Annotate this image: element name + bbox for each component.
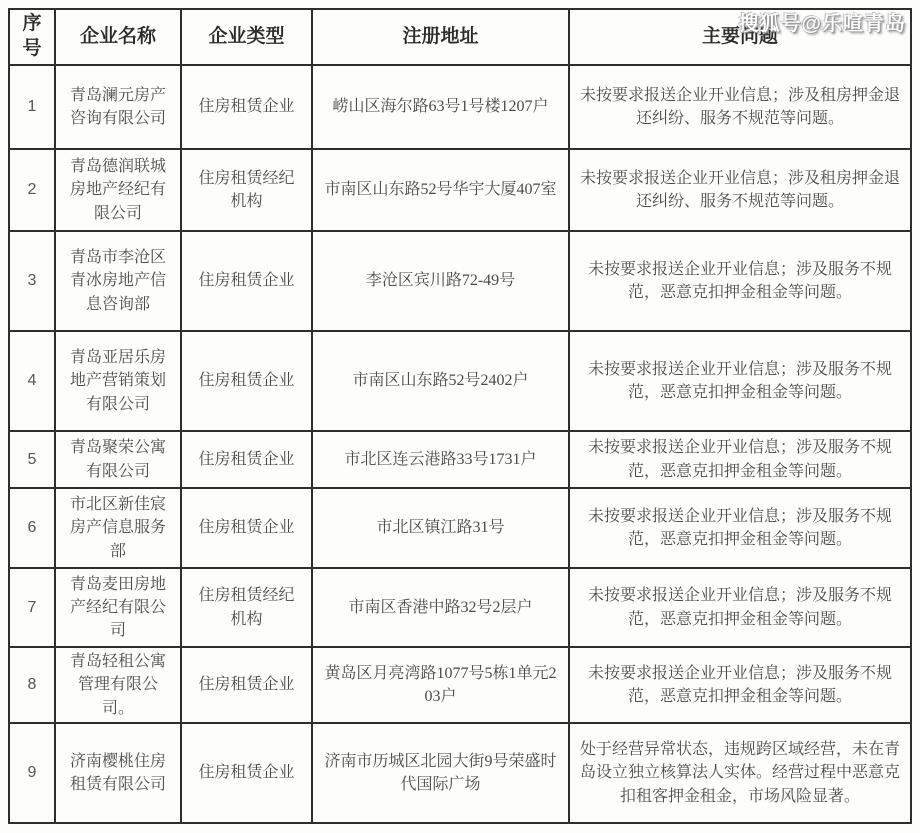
cell-company-name: 青岛聚荣公寓有限公司 (55, 431, 181, 488)
cell-company-name: 青岛市李沧区青冰房地产信息咨询部 (55, 231, 181, 331)
cell-company-name: 济南樱桃住房租赁有限公司 (55, 723, 181, 823)
cell-issues: 未按要求报送企业开业信息；涉及服务不规范，恶意克扣押金租金等问题。 (569, 431, 911, 488)
cell-company-name: 青岛澜元房产咨询有限公司 (55, 65, 181, 149)
cell-issues: 未按要求报送企业开业信息；涉及服务不规范，恶意克扣押金租金等问题。 (569, 331, 911, 431)
cell-company-type: 住房租赁企业 (181, 331, 312, 431)
col-header-index: 序号 (9, 9, 55, 65)
cell-company-type: 住房租赁企业 (181, 65, 312, 149)
cell-company-type: 住房租赁企业 (181, 431, 312, 488)
table-body (9, 65, 911, 823)
cell-address: 济南市历城区北园大街9号荣盛时代国际广场 (312, 723, 569, 823)
cell-issues: 处于经营异常状态，违规跨区域经营，未在青岛设立独立核算法人实体。经营过程中恶意克扣租客押金租金，市场风险显著。 (569, 723, 911, 823)
col-header-issues: 主要问题 (569, 9, 911, 65)
cell-issues: 未按要求报送企业开业信息；涉及服务不规范，恶意克扣押金租金等问题。 (569, 647, 911, 723)
cell-address: 市南区山东路52号华宇大厦407室 (312, 149, 569, 231)
table-row (9, 431, 911, 488)
cell-company-type: 住房租赁企业 (181, 723, 312, 823)
cell-address: 崂山区海尔路63号1号楼1207户 (312, 65, 569, 149)
cell-company-name: 青岛亚居乐房地产营销策划有限公司 (55, 331, 181, 431)
table-row (9, 65, 911, 149)
table-row (9, 331, 911, 431)
cell-address: 市南区山东路52号2402户 (312, 331, 569, 431)
col-header-company-type: 企业类型 (181, 9, 312, 65)
cell-address: 市南区香港中路32号2层户 (312, 568, 569, 647)
table-row (9, 488, 911, 568)
cell-company-type: 住房租赁企业 (181, 488, 312, 568)
cell-company-name: 青岛麦田房地产经纪有限公司 (55, 568, 181, 647)
table-row (9, 647, 911, 723)
cell-company-type: 住房租赁企业 (181, 231, 312, 331)
cell-company-type: 住房租赁经纪机构 (181, 149, 312, 231)
table-row (9, 231, 911, 331)
cell-issues: 未按要求报送企业开业信息；涉及租房押金退还纠纷、服务不规范等问题。 (569, 65, 911, 149)
cell-issues: 未按要求报送企业开业信息；涉及服务不规范，恶意克扣押金租金等问题。 (569, 231, 911, 331)
cell-index: 1 (9, 65, 55, 149)
col-header-company-name: 企业名称 (55, 9, 181, 65)
watermark: 搜狐号@乐喧青岛 (738, 13, 906, 35)
cell-company-name: 青岛轻租公寓管理有限公司。 (55, 647, 181, 723)
cell-index: 5 (9, 431, 55, 488)
table-row (9, 149, 911, 231)
cell-address: 市北区镇江路31号 (312, 488, 569, 568)
table-header-row (9, 9, 911, 65)
cell-index: 9 (9, 723, 55, 823)
cell-address: 李沧区宾川路72-49号 (312, 231, 569, 331)
cell-index: 3 (9, 231, 55, 331)
table-row (9, 723, 911, 823)
cell-address: 市北区连云港路33号1731户 (312, 431, 569, 488)
cell-issues: 未按要求报送企业开业信息；涉及服务不规范，恶意克扣押金租金等问题。 (569, 488, 911, 568)
cell-index: 4 (9, 331, 55, 431)
cell-index: 8 (9, 647, 55, 723)
cell-address: 黄岛区月亮湾路1077号5栋1单元203户 (312, 647, 569, 723)
rental-violation-table (8, 8, 912, 824)
cell-company-type: 住房租赁企业 (181, 647, 312, 723)
cell-company-type: 住房租赁经纪机构 (181, 568, 312, 647)
cell-company-name: 市北区新佳宸房产信息服务部 (55, 488, 181, 568)
cell-issues: 未按要求报送企业开业信息；涉及服务不规范，恶意克扣押金租金等问题。 (569, 568, 911, 647)
col-header-address: 注册地址 (312, 9, 569, 65)
cell-company-name: 青岛德润联城房地产经纪有限公司 (55, 149, 181, 231)
table-row (9, 568, 911, 647)
cell-issues: 未按要求报送企业开业信息；涉及租房押金退还纠纷、服务不规范等问题。 (569, 149, 911, 231)
cell-index: 6 (9, 488, 55, 568)
cell-index: 7 (9, 568, 55, 647)
cell-index: 2 (9, 149, 55, 231)
